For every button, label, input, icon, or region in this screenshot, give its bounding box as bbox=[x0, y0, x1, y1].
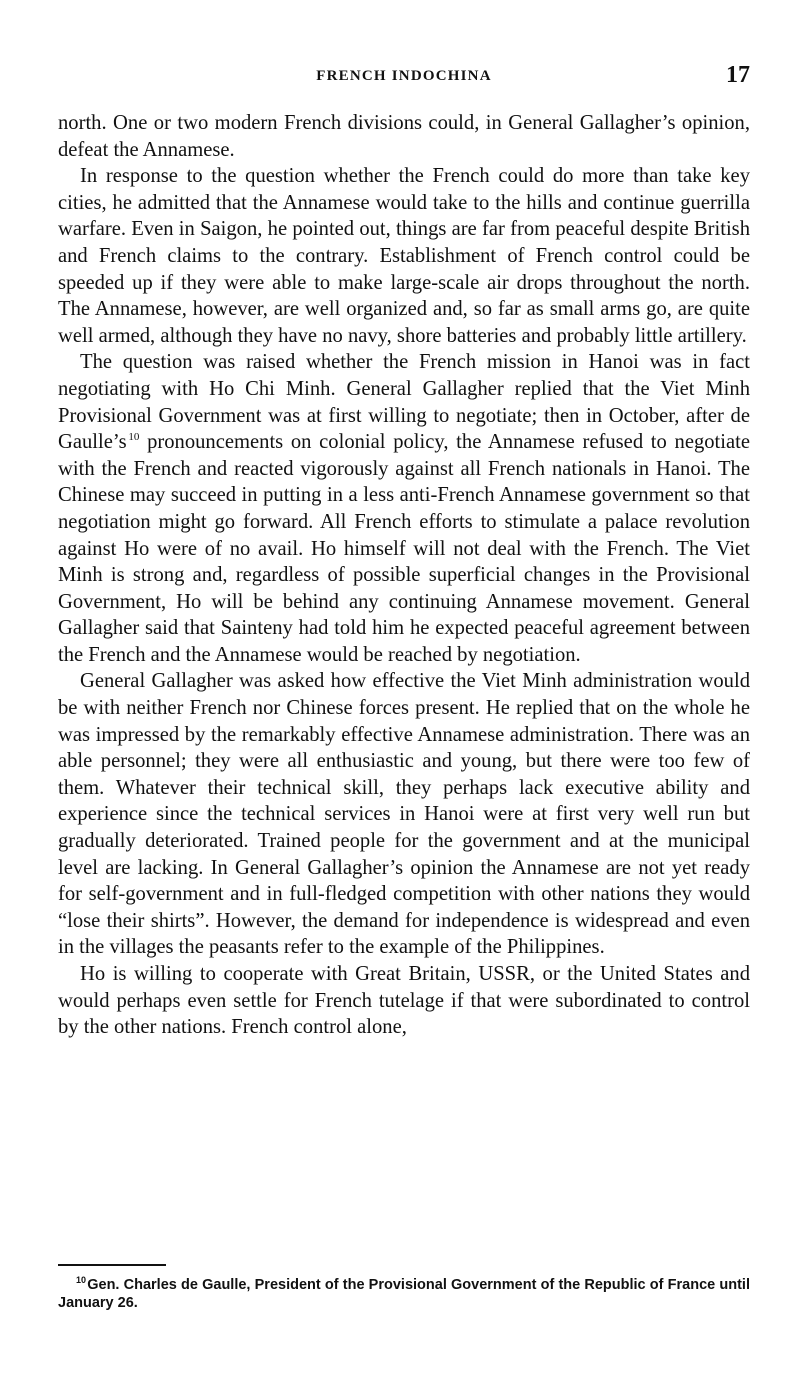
paragraph-3 bbox=[58, 349, 750, 668]
paragraph-4: General Gallagher was asked how effective the Viet Minh administration would be with neither French nor Chinese forces present. He replied that on the whole he was impressed by the remarkably effective Annamese administration. There was an able personnel; they were all enthusiastic and young, but there were too few of them. Whatever their technical skill, they perhaps lack executive ability and experience since the technical services in Hanoi were at first very well run but gradually deteriorated. Trained people for the government and at the municipal level are lacking. In General Gallagher’s opinion the Annamese are not yet ready for self-government and in full-fledged competition with other nations they would “lose their shirts”. However, the demand for independence is widespread and even in the villages the peasants refer to the example of the Philippines. bbox=[58, 670, 750, 959]
paragraph-3-part-b: pronouncements on colonial policy, the Annamese refused to negotiate with the French and reacted vigorously against all French nationals in Hanoi. The Chinese may succeed in putting in a less anti-French Annamese government so that negotiation might go forward. All French efforts to stimulate a palace revolution against Ho were of no avail. Ho himself will not deal with the French. The Viet Minh is strong and, regardless of possible superficial changes in the Provisional Government, Ho will be behind any continuing Annamese movement. General Gallagher said that Sainteny had told him he expected peaceful agreement between the French and the Annamese would be reached by negotiation. bbox=[58, 431, 750, 666]
body-text bbox=[58, 110, 750, 1041]
running-head bbox=[58, 64, 750, 94]
paragraph-2: In response to the question whether the French could do more than take key cities, he admitted that the Annamese would take to the hills and continue guerrilla warfare. Even in Saigon, he pointed out, things are far from peaceful despite British and French claims to the contrary. Establishment of French control could be speeded up if they were able to make large-scale air drops throughout the north. The Annamese, however, are well organized and, so far as small arms go, are quite well armed, although they have no navy, shore batteries and probably little artillery. bbox=[58, 165, 750, 347]
footnote-divider bbox=[58, 1264, 166, 1266]
footnote bbox=[58, 1276, 750, 1312]
footnote-marker: 10 bbox=[76, 1275, 87, 1286]
page-number: 17 bbox=[726, 62, 750, 88]
paragraph-1: north. One or two modern French divisions could, in General Gallagher’s opinion, defeat the Annamese. bbox=[58, 112, 750, 161]
footnote-reference: 10 bbox=[128, 431, 140, 444]
paragraph-5: Ho is willing to cooperate with Great Britain, USSR, or the United States and would perhaps even settle for French tutelage if that were subordinated to control by the other nations. French control alone, bbox=[58, 963, 750, 1039]
paragraph-3-part-a: The question was raised whether the French mission in Hanoi was in fact negotiating with Ho Chi Minh. General Gallagher replied that the Viet Minh Provisional Government was at first willing to negotiate; then in October, after de Gaulle’s bbox=[58, 351, 750, 454]
footnote-text: Gen. Charles de Gaulle, President of the Provisional Government of the Republic of France until January 26. bbox=[58, 1277, 750, 1311]
running-title: FRENCH INDOCHINA bbox=[316, 68, 492, 84]
